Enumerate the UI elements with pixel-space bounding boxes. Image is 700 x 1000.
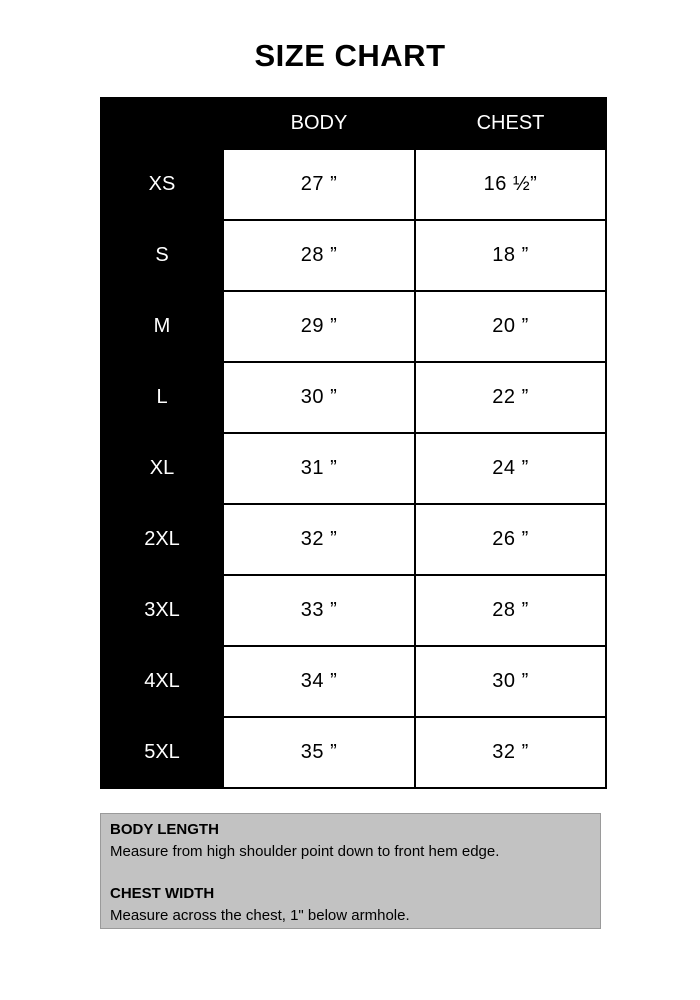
body-value: 30 ” [223,362,415,433]
note-text-body-length: Measure from high shoulder point down to front hem edge. [110,843,500,860]
chest-value: 20 ” [415,291,606,362]
size-label: L [101,362,223,433]
body-value: 27 ” [223,149,415,220]
column-header-chest: CHEST [415,98,606,149]
table-header-row [101,98,606,149]
table-row [101,220,606,291]
table-row [101,362,606,433]
body-value: 33 ” [223,575,415,646]
size-label: 2XL [101,504,223,575]
corner-cell [101,98,223,149]
note-heading-chest-width: CHEST WIDTH [110,885,215,902]
chest-value: 22 ” [415,362,606,433]
chest-value: 16 ½” [415,149,606,220]
size-label: XS [101,149,223,220]
table-row [101,291,606,362]
body-value: 31 ” [223,433,415,504]
table-row [101,575,606,646]
page-title: SIZE CHART [254,38,446,73]
chest-value: 30 ” [415,646,606,717]
body-value: 32 ” [223,504,415,575]
size-label: 4XL [101,646,223,717]
table-row [101,149,606,220]
table-row [101,433,606,504]
chest-value: 24 ” [415,433,606,504]
table-row [101,717,606,788]
size-label: 5XL [101,717,223,788]
chest-value: 28 ” [415,575,606,646]
note-text-chest-width: Measure across the chest, 1" below armhole. [110,907,410,924]
size-table-body [101,149,606,788]
body-value: 29 ” [223,291,415,362]
measurement-notes-panel [100,813,601,929]
table-row [101,646,606,717]
body-value: 34 ” [223,646,415,717]
note-chest-width [110,883,590,927]
body-value: 28 ” [223,220,415,291]
size-chart-table [100,97,607,789]
chest-value: 26 ” [415,504,606,575]
note-body-length [110,819,590,863]
note-heading-body-length: BODY LENGTH [110,821,219,838]
body-value: 35 ” [223,717,415,788]
chest-value: 18 ” [415,220,606,291]
size-label: XL [101,433,223,504]
size-label: S [101,220,223,291]
size-label: M [101,291,223,362]
table-row [101,504,606,575]
chest-value: 32 ” [415,717,606,788]
size-label: 3XL [101,575,223,646]
column-header-body: BODY [223,98,415,149]
